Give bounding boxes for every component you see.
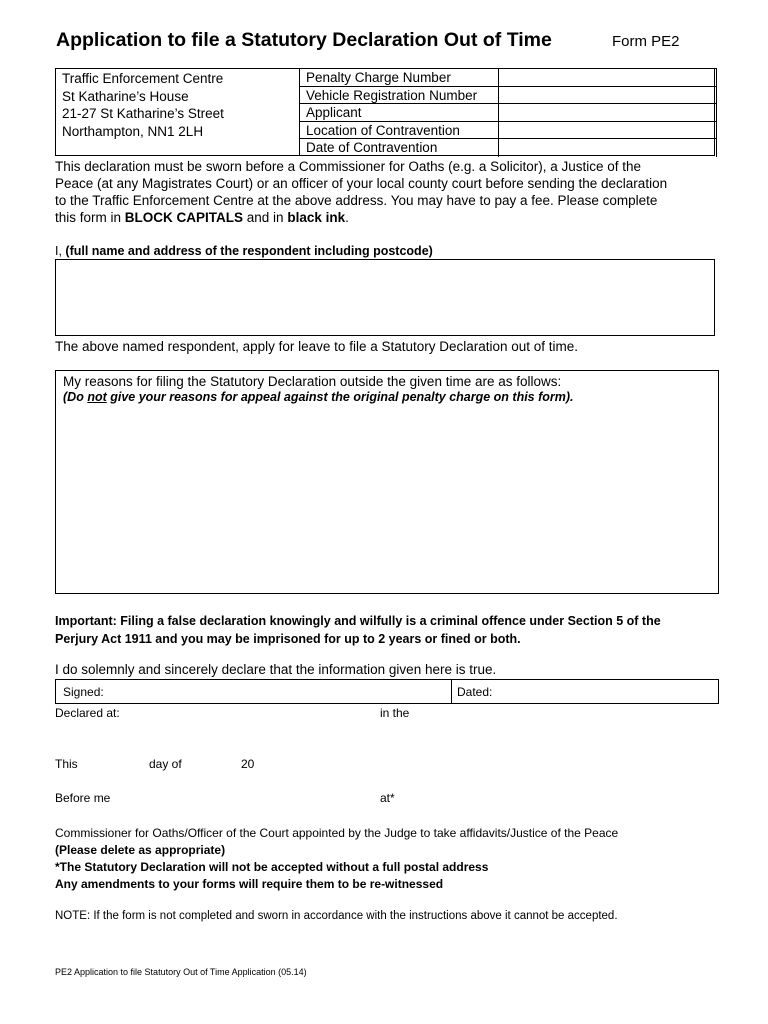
- address-line: 21-27 St Katharine’s Street: [62, 106, 224, 121]
- reasons-note-text: (Do: [63, 390, 88, 404]
- respondent-label-text: (full name and address of the respondent including postcode): [65, 244, 433, 258]
- in-the-label: in the: [380, 706, 410, 720]
- signed-label: Signed:: [63, 685, 104, 699]
- details-row-applicant: [299, 103, 716, 121]
- instructions-line: Peace (at any Magistrates Court) or an officer of your local county court before sending the declaration: [55, 176, 668, 191]
- applicant-field[interactable]: [498, 103, 717, 121]
- vehicle-registration-field[interactable]: [498, 86, 717, 104]
- location-field[interactable]: [498, 121, 717, 139]
- reasons-note-text: give your reasons for appeal against the original penalty charge on this form).: [106, 390, 574, 404]
- instructions-text: and in: [243, 210, 288, 225]
- form-number: Form PE2: [612, 33, 680, 50]
- penalty-charge-number-field[interactable]: [498, 68, 717, 86]
- details-row-vehicle-registration: [299, 86, 716, 104]
- details-row-location: [299, 121, 716, 139]
- details-row-penalty-charge-number: [299, 68, 716, 86]
- instructions-line: [55, 209, 667, 226]
- footer-reference: PE2 Application to file Statutory Out of Time Application (05.14): [55, 967, 307, 977]
- declaration-statement: I do solemnly and sincerely declare that the information given here is true.: [55, 662, 497, 677]
- signed-field[interactable]: [56, 680, 452, 703]
- details-label: Penalty Charge Number: [306, 70, 451, 85]
- commissioner-notes: [55, 825, 618, 893]
- postal-address-note: *The Statutory Declaration will not be accepted without a full postal address: [55, 860, 489, 874]
- details-label: Date of Contravention: [306, 140, 438, 155]
- address-line: St Katharine’s House: [62, 88, 189, 104]
- day-of-label: day of: [149, 757, 182, 771]
- respondent-name-address-field[interactable]: [55, 259, 715, 336]
- dated-label: Dated:: [457, 685, 493, 699]
- details-grid: [299, 68, 716, 156]
- warning-line: Perjury Act 1911 and you may be imprisoned for up to 2 years or fined or both.: [55, 632, 521, 646]
- reasons-note-not: not: [87, 390, 107, 404]
- form-title: Application to file a Statutory Declaration Out of Time: [56, 29, 552, 51]
- details-label: Applicant: [306, 105, 362, 120]
- delete-note: (Please delete as appropriate): [55, 843, 226, 857]
- dated-field[interactable]: [452, 680, 718, 703]
- commissioner-text: Commissioner for Oaths/Officer of the Court appointed by the Judge to take affidavits/Justice of the Peace: [55, 826, 619, 840]
- instructions: [55, 158, 667, 226]
- signature-row: [55, 679, 719, 704]
- reasons-note: [63, 390, 574, 404]
- at-label: at*: [380, 791, 395, 805]
- leave-statement: The above named respondent, apply for leave to file a Statutory Declaration out of time.: [55, 339, 579, 354]
- reasons-field[interactable]: [55, 370, 719, 594]
- instructions-text: this form in: [55, 210, 125, 225]
- year-prefix-label: 20: [241, 757, 255, 771]
- this-label: This: [55, 757, 78, 771]
- instructions-line: This declaration must be sworn before a Commissioner for Oaths (e.g. a Solicitor), a Justice of the: [55, 159, 641, 174]
- respondent-prefix: I,: [55, 244, 66, 258]
- header-table: [55, 68, 715, 156]
- instructions-text: .: [345, 210, 349, 225]
- address-line: Northampton, NN1 2LH: [62, 123, 204, 139]
- perjury-warning: [55, 612, 661, 648]
- before-me-label: Before me: [55, 791, 111, 805]
- details-label: Location of Contravention: [306, 122, 460, 138]
- block-capitals-text: BLOCK CAPITALS: [124, 210, 244, 225]
- instructions-line: to the Traffic Enforcement Centre at the above address. You may have to pay a fee. Please complete: [55, 193, 658, 208]
- amendments-note: Any amendments to your forms will require them to be re-witnessed: [55, 877, 444, 891]
- details-row-date: [299, 138, 716, 156]
- centre-address: [62, 70, 224, 140]
- reasons-intro: My reasons for filing the Statutory Declaration outside the given time are as follows:: [63, 374, 562, 389]
- address-line: Traffic Enforcement Centre: [62, 71, 224, 86]
- details-label: Vehicle Registration Number: [306, 87, 478, 103]
- warning-line: Important: Filing a false declaration knowingly and wilfully is a criminal offence under Section 5 of the: [55, 614, 661, 628]
- black-ink-text: black ink: [287, 210, 346, 225]
- respondent-label: [55, 244, 433, 258]
- date-of-contravention-field[interactable]: [498, 138, 717, 157]
- acceptance-note: NOTE: If the form is not completed and sworn in accordance with the instructions above it cannot be accepted.: [55, 910, 618, 922]
- declared-at-label: Declared at:: [55, 706, 120, 720]
